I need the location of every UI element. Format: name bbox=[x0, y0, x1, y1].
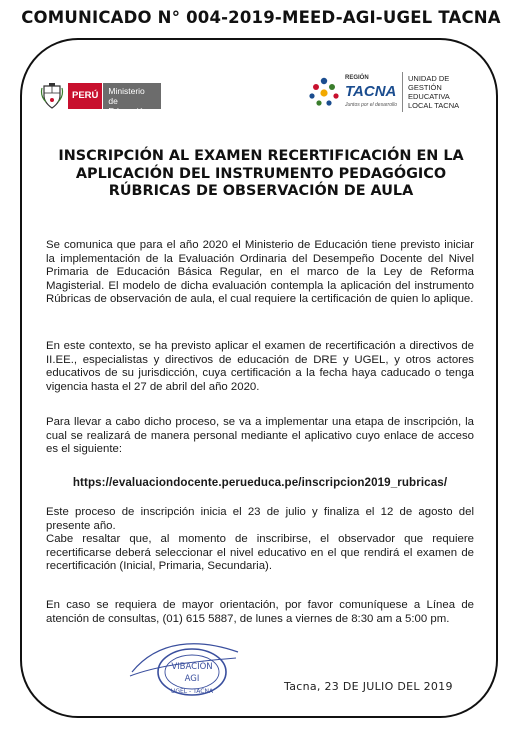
region-label: REGIÓN bbox=[345, 75, 369, 81]
paragraph-intro: Se comunica que para el año 2020 el Ministerio de Educación tiene previsto iniciar la implementación de la Evaluación Ordinaria del Desempeño Docente del Nivel Primaria de Educación Básica Regular, en el marco de la Ley de Reforma Magisterial. El modelo de dicha evaluación contempla la aplicación del instrumento Rúbricas de observación de aula, el cual requiere la certificación de quien lo aplique. bbox=[46, 239, 474, 306]
stamp-arc: UGEL - TACNA bbox=[170, 688, 214, 695]
stamp-line-2: AGI bbox=[184, 674, 200, 684]
stamp-line-1: VIBACIÓN bbox=[171, 662, 213, 672]
ugel-line: UNIDAD DE bbox=[407, 74, 450, 83]
registration-link[interactable]: https://evaluaciondocente.perueduca.pe/inscripcion2019_rubricas/ bbox=[72, 476, 448, 489]
ministerio-label: Ministerio de Educación bbox=[103, 83, 161, 109]
official-stamp-icon bbox=[128, 632, 240, 698]
ugel-tacna-logo bbox=[307, 72, 468, 112]
ugel-line: LOCAL TACNA bbox=[407, 101, 460, 110]
paragraph-process: Para llevar a cabo dicho proceso, se va a implementar una etapa de inscripción, la cual se realizará de manera personal mediante el aplicativo cuyo enlace de acceso es el siguiente: bbox=[46, 416, 474, 456]
ugel-name bbox=[408, 74, 468, 110]
communique-header: COMUNICADO N° 004-2019-MEED-AGI-UGEL TACNA bbox=[21, 8, 501, 27]
paragraph-level-note: Cabe resaltar que, al momento de inscribirse, el observador que requiere recertificarse deberá seleccionar el nivel educativo en el que rendirá el examen de recertificación (Inicial, Primaria, Secundaria). bbox=[46, 533, 474, 573]
paragraph-dates: Este proceso de inscripción inicia el 23 de julio y finaliza el 12 de agosto del presente año. bbox=[46, 506, 474, 532]
document-date: Tacna, 23 DE JULIO DEL 2019 bbox=[284, 680, 453, 693]
region-tagline: Juntos por el desarrollo bbox=[345, 102, 397, 108]
tacna-label: TACNA bbox=[345, 83, 397, 100]
document-title: INSCRIPCIÓN AL EXAMEN RECERTIFICACIÓN EN LA APLICACIÓN DEL INSTRUMENTO PEDAGÓGICO RÚBRICAS DE OBSERVACIÓN DE AULA bbox=[58, 148, 464, 199]
region-tacna-mark-icon bbox=[307, 75, 341, 109]
peru-coat-of-arms-icon bbox=[40, 82, 64, 110]
paragraph-context: En este contexto, se ha previsto aplicar el examen de recertificación a directivos de II.EE., especialistas y directivos de educación de DRE y UGEL, y otros actores educativos de su jurisdicción, cuya certificación a la fecha haya caducado o tenga vigencia hasta el 27 de abril del año 2020. bbox=[46, 340, 474, 393]
ugel-line: GESTIÓN bbox=[407, 83, 442, 92]
minedu-logo bbox=[40, 78, 161, 114]
logo-divider bbox=[402, 72, 403, 112]
peru-label: PERÚ bbox=[68, 83, 103, 109]
paragraph-contact: En caso se requiera de mayor orientación, por favor comuníquese a Línea de atención de consultas, (01) 615 5887, de lunes a viernes de 8:30 am a 5:00 pm. bbox=[46, 599, 474, 625]
ugel-line: EDUCATIVA bbox=[407, 92, 450, 101]
